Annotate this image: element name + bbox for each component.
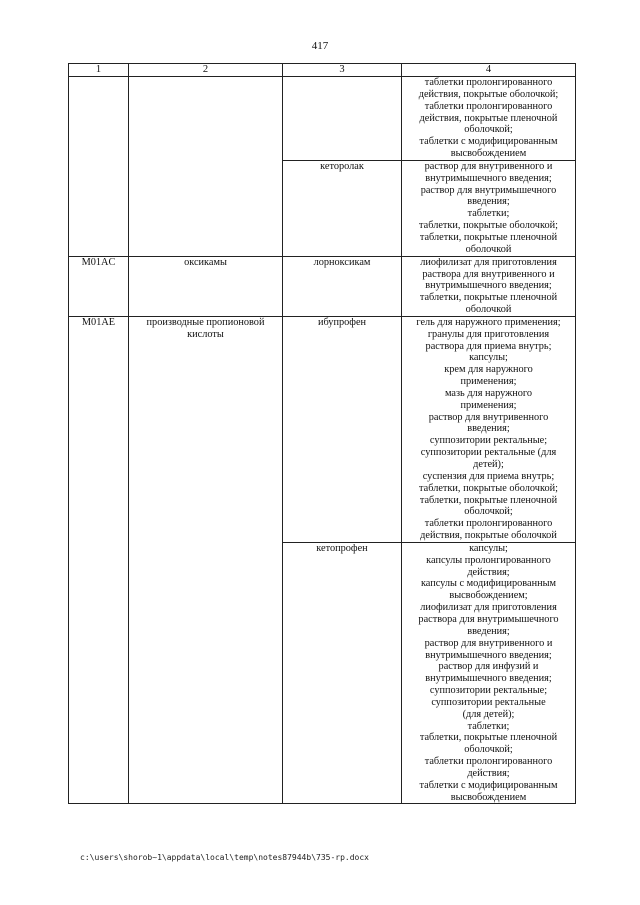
dosage-forms-cell xyxy=(402,316,576,542)
dosage-form-line: таблетки; xyxy=(467,208,510,220)
dosage-form-line: лиофилизат для приготовления xyxy=(420,256,557,268)
dosage-forms-cell xyxy=(402,160,576,256)
dosage-forms-cell xyxy=(402,256,576,316)
dosage-form-line: таблетки с модифицированным xyxy=(419,136,558,148)
dosage-form-line: крем для наружного xyxy=(444,364,533,376)
dosage-form-line: капсулы; xyxy=(469,542,508,554)
dosage-form-line: действия, покрытые оболочкой xyxy=(420,530,557,542)
dosage-form-line: таблетки пролонгированного xyxy=(424,756,553,768)
dosage-form-line: раствора для приема внутрь; xyxy=(425,340,552,352)
drug-name-cell: кетопрофен xyxy=(283,542,402,804)
dosage-form-line: таблетки, покрытые оболочкой; xyxy=(419,220,558,232)
dosage-form-line: таблетки; xyxy=(467,720,510,732)
dosage-form-line: таблетки, покрытые пленочной xyxy=(419,231,558,243)
dosage-form-line: высвобождением xyxy=(450,148,527,160)
dosage-form-line: суспензия для приема внутрь; xyxy=(422,470,555,482)
table-row xyxy=(69,77,576,161)
dosage-form-line: внутримышечного введения; xyxy=(425,649,552,661)
dosage-form-line: капсулы пролонгированного xyxy=(426,554,551,566)
dosage-form-line: таблетки с модифицированным xyxy=(419,779,558,791)
dosage-form-line: введения; xyxy=(467,423,510,435)
dosage-form-line: раствора для внутривенного и xyxy=(422,268,555,280)
header-col-1: 1 xyxy=(69,64,129,77)
dosage-forms-cell xyxy=(402,77,576,161)
dosage-form-line: внутримышечного введения; xyxy=(425,280,552,292)
group-name-line: кислоты xyxy=(187,328,224,340)
header-col-4: 4 xyxy=(402,64,576,77)
table-row xyxy=(69,256,576,316)
drug-list-table xyxy=(68,63,576,804)
dosage-form-line: оболочкой xyxy=(465,243,512,255)
dosage-form-line: капсулы с модифицированным xyxy=(420,578,557,590)
drug-name-cell: ибупрофен xyxy=(283,316,402,542)
dosage-form-line: действия; xyxy=(467,566,510,578)
dosage-form-line: высвобождением xyxy=(450,791,527,803)
dosage-form-line: суппозитории ректальные; xyxy=(429,685,548,697)
dosage-form-line: раствор для внутривенного и xyxy=(424,160,553,172)
dosage-form-line: оболочкой; xyxy=(464,506,513,518)
dosage-form-line: капсулы; xyxy=(469,352,508,364)
header-col-2: 2 xyxy=(129,64,283,77)
group-name-cell: оксикамы xyxy=(129,256,283,316)
dosage-form-line: лиофилизат для приготовления xyxy=(420,602,557,614)
group-name-cell xyxy=(129,77,283,257)
dosage-form-line: гель для наружного применения; xyxy=(416,316,561,328)
header-col-3: 3 xyxy=(283,64,402,77)
table-row xyxy=(69,316,576,542)
document-footer-path: c:\users\shorob~1\appdata\local\temp\notes87944b\735-rp.docx xyxy=(80,853,369,862)
atc-code-cell: M01AC xyxy=(69,256,129,316)
dosage-form-line: введения; xyxy=(467,196,510,208)
dosage-form-line: таблетки пролонгированного xyxy=(424,518,553,530)
group-name-cell xyxy=(129,316,283,804)
dosage-form-line: действия, покрытые пленочной xyxy=(419,112,558,124)
dosage-form-line: внутримышечного введения; xyxy=(425,673,552,685)
dosage-form-line: (для детей); xyxy=(462,708,515,720)
dosage-form-line: раствор для внутривенного и xyxy=(424,637,553,649)
dosage-form-line: оболочкой; xyxy=(464,124,513,136)
dosage-form-line: детей); xyxy=(473,459,504,470)
dosage-form-line: внутримышечного введения; xyxy=(425,172,552,184)
dosage-form-line: мазь для наружного xyxy=(444,387,533,399)
dosage-form-line: действия; xyxy=(467,767,510,779)
dosage-form-line: таблетки пролонгированного xyxy=(424,100,553,112)
dosage-form-line: применения; xyxy=(460,399,517,411)
dosage-form-line: действия, покрытые оболочкой; xyxy=(418,88,559,100)
dosage-form-line: оболочкой; xyxy=(464,744,513,756)
dosage-form-line: высвобождением; xyxy=(449,590,528,602)
header-row xyxy=(69,64,576,77)
dosage-form-line: суппозитории ректальные; xyxy=(429,435,548,447)
dosage-form-line: таблетки, покрытые оболочкой; xyxy=(419,482,558,494)
group-name-line: производные пропионовой xyxy=(146,316,265,328)
dosage-form-line: таблетки, покрытые пленочной xyxy=(419,732,558,744)
drug-name-cell: кеторолак xyxy=(283,160,402,256)
drug-name-cell xyxy=(283,77,402,161)
drug-name-cell: лорноксикам xyxy=(283,256,402,316)
dosage-form-line: оболочкой xyxy=(465,304,512,316)
dosage-form-line: гранулы для приготовления xyxy=(427,328,550,340)
page-number: 417 xyxy=(311,40,329,52)
dosage-form-line: раствора для внутримышечного xyxy=(418,613,559,625)
dosage-form-line: раствор для внутривенного xyxy=(428,411,549,423)
dosage-form-line: таблетки, покрытые пленочной xyxy=(419,494,558,506)
dosage-form-line: раствор для внутримышечного xyxy=(420,184,557,196)
dosage-form-line: таблетки пролонгированного xyxy=(424,77,553,88)
dosage-form-line: суппозитории ректальные (для xyxy=(420,447,557,459)
dosage-form-line: суппозитории ректальные xyxy=(431,696,546,708)
atc-code-cell xyxy=(69,77,129,257)
dosage-form-line: таблетки, покрытые пленочной xyxy=(419,292,558,304)
dosage-form-line: введения; xyxy=(467,625,510,637)
dosage-form-line: раствор для инфузий и xyxy=(438,661,539,673)
atc-code-cell: M01AE xyxy=(69,316,129,804)
dosage-forms-cell xyxy=(402,542,576,804)
dosage-form-line: применения; xyxy=(460,376,517,388)
